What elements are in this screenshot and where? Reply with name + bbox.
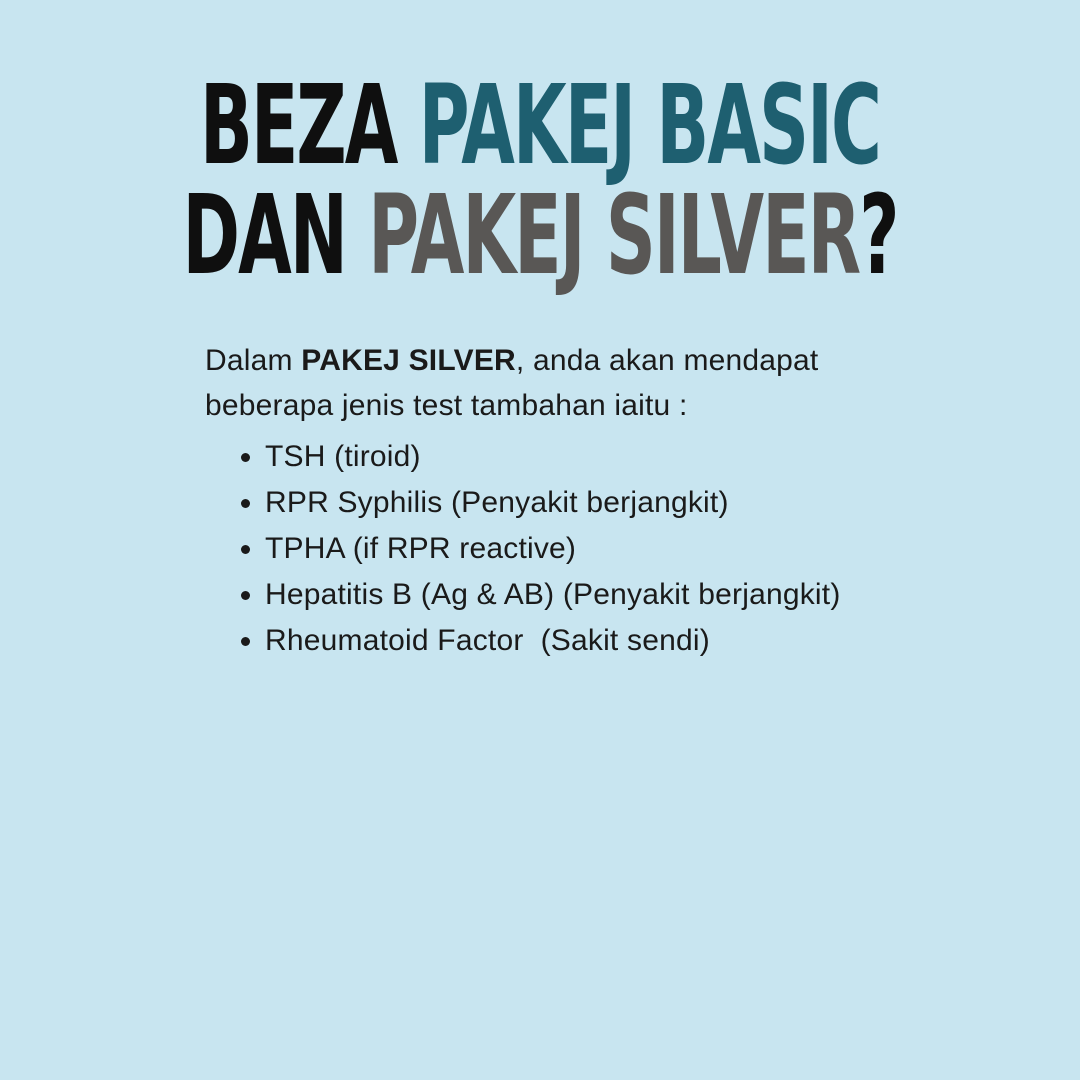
intro-prefix: Dalam bbox=[205, 344, 302, 377]
body-copy bbox=[205, 338, 945, 664]
title-line-1 bbox=[5, 61, 1076, 189]
title-question-mark: ? bbox=[859, 171, 898, 299]
intro-line-2: beberapa jenis test tambahan iaitu : bbox=[205, 389, 688, 422]
title-line-2 bbox=[5, 171, 1076, 299]
title-word-beza: BEZA bbox=[200, 61, 397, 189]
title-word-dan: DAN bbox=[182, 171, 346, 299]
list-item: • RPR Syphilis (Penyakit berjangkit) bbox=[265, 480, 945, 526]
list-item: • TSH (tiroid) bbox=[265, 434, 945, 480]
intro-paragraph bbox=[205, 338, 945, 428]
list-item: • Rheumatoid Factor (Sakit sendi) bbox=[265, 618, 945, 664]
list-item: • Hepatitis B (Ag & AB) (Penyakit berjangkit) bbox=[265, 572, 945, 618]
intro-line-1 bbox=[205, 338, 945, 383]
intro-suffix: , anda akan mendapat bbox=[515, 344, 819, 377]
poster-title bbox=[5, 61, 1076, 299]
title-phrase-pakej-silver: PAKEJ SILVER bbox=[368, 171, 860, 299]
intro-highlight-pakej-silver: PAKEJ SILVER bbox=[301, 344, 516, 377]
title-phrase-pakej-basic: PAKEJ BASIC bbox=[418, 61, 880, 189]
list-item: • TPHA (if RPR reactive) bbox=[265, 526, 945, 572]
test-list bbox=[205, 434, 945, 664]
